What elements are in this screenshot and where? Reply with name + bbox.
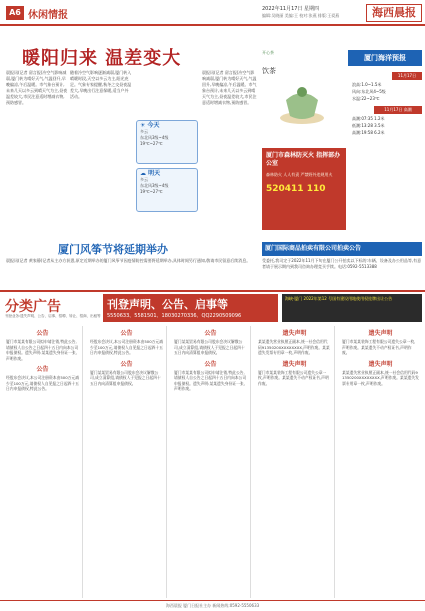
newspaper-logo: 海西晨报	[366, 4, 422, 22]
issue-date: 2022年11月17日 星期四	[262, 6, 320, 12]
classified-column: 遗失声明 厦门市某某装饰工程有限公司遗失公章一枚,声明作废。某某遗失不动产权证书,声明作废。 遗失声明 某某遗失营业执照正副本,统一社会信用代码91350200XXXXXXXX,声明作废。某某遗失发票专用章一枚,声明作废。	[342, 330, 419, 386]
fire-prevention-ad: 厦门市森林防灭火 指挥部办公室 森林防火 人人有责 严禁野外违规用火 520411 110	[262, 148, 346, 230]
forecast-line: 风向:东北风4~5级	[352, 89, 386, 94]
section-divider	[0, 290, 425, 292]
forecast-line: 水温:22~23℃	[352, 96, 380, 101]
weather-tomorrow: ☁ 明天 多云 东北风3级~4级 19℃~27℃	[136, 168, 198, 212]
auction-body: 受委托,我司定于2022年11月下旬在厦门公开拍卖以下标的:车辆、设备及办公用品等,有意者请于展示期内到我司咨询办理竞买手续。电话:0592-5513388	[262, 258, 422, 269]
classified-desc: 刊登业务:遗失声明、公告、启事、招聘、转让、招商、出租等	[5, 314, 101, 318]
page-number: A6	[6, 6, 24, 20]
classified-column: 公告 厦门市某某有限公司拟申请注销,特此公告,请债权人自公告之日起四十五日内向本公司申报债权。遗失声明:某某遗失身份证一张,声明作废。 公告 经股东会决议,本公司注册资本由500万元减少至100万元,请债权人自见报之日起四十五日内申报债权,特此公告。	[3, 326, 83, 598]
classified-title: 分类广告	[5, 299, 61, 315]
classified-column: 公告 厦门某某贸易有限公司股东会决议解散公司,成立清算组,请债权人于见报之日起四十五日内向清算组申报债权。 公告 厦门市某某有限公司拟申请注销,特此公告,请债权人自公告之日起四十五日内向本公司申报债权。遗失声明:某某遗失身份证一张,声明作废。	[171, 326, 251, 598]
ocean-forecast-header: 厦门海洋预报	[348, 50, 422, 66]
section-title: 休闲情报	[28, 10, 68, 21]
classified-column: 遗失声明 某某遗失营业执照正副本,统一社会信用代码91350200XXXXXXXX,声明作废。某某遗失发票专用章一枚,声明作废。 遗失声明 厦门市某某装饰工程有限公司遗失公章一枚,声明作废。某某遗失不动产权证书,声明作废。	[255, 326, 335, 598]
forecast-tide-date: 11月17日 高潮	[374, 106, 422, 114]
secondary-headline: 厦门风筝节将延期举办	[58, 243, 168, 256]
weather-today: ☀ 今天 多云 东北风3级~4级 19℃~27℃	[136, 120, 198, 164]
column-title: 饮茶	[262, 67, 276, 75]
sun-icon: ☀ 今天	[140, 122, 160, 129]
forecast-line: 高潮:19:58 6.2米	[352, 130, 385, 135]
article-column-3: 晨报讯(记者 留言报)冷空气影响减弱,厦门转为晴好天气,气温回升,早晚偏凉,午后温暖。市气象台预计,未来几天以多云到晴天气为主,昼夜温差较大,市民注意适时增减衣物,预防感冒。	[202, 70, 257, 105]
column-tag: 开心茶	[262, 50, 274, 55]
article-column-1: 晨报讯(记者 留言报)冷空气影响减弱,厦门转为晴好天气,气温回升,早晚偏凉,午后温暖。市气象台预计,未来几天以多云到晴天气为主,昼夜温差较大,市民注意适时增减衣物,预防感冒。	[6, 70, 68, 105]
main-headline: 暖阳归来 温差变大	[22, 48, 182, 69]
forecast-line: 浪高:1.0~1.5米	[352, 82, 382, 87]
forecast-line: 低潮:13:28 3.5米	[352, 123, 385, 128]
auction-header: 厦门国际商品拍卖有限公司拍卖公告	[262, 242, 422, 256]
forecast-date: 11月17日	[392, 72, 422, 80]
article-column-2: 随着冷空气影响逐渐减弱,厦门转入晴暖时段,天空以多云为主,阳光充足。气象专家提醒,秋冬之交昼夜温差大,早晚出行注意保暖,适当户外活动。	[70, 70, 132, 99]
cloud-icon: ☁ 明天	[140, 170, 161, 177]
classified-banner: 刊登声明、公告、启事等 5550633、5581501、18030270336、QQ2290509096	[103, 294, 278, 322]
page-footer: 海西晨报 厦门日报社主办 新闻热线:0592-5550633	[0, 600, 425, 611]
tea-illustration	[266, 78, 338, 130]
classified-column: 公告 经股东会决议,本公司注册资本由500万元减少至100万元,请债权人自见报之日起四十五日内申报债权,特此公告。 公告 厦门某某贸易有限公司股东会决议解散公司,成立清算组,请债权人于见报之日起四十五日内向清算组申报债权。	[87, 326, 167, 598]
land-auction-notice: 海峡·厦门 2022年第12 号国有建设用地使用权挂牌出让公告	[282, 294, 422, 322]
forecast-line: 高潮:07:35 1.2米	[352, 116, 385, 121]
editor-credits: 编辑:吴晓丽 美编:王 校对:张燕 排版:王爱燕	[262, 13, 340, 18]
kite-article: 晨报讯(记者 黄家静)记者从主办方获悉,原定近期举办的厦门风筝节因疫情防控需要将延期举办,具体时间另行通知,敬请市民留意后续消息。	[6, 258, 251, 263]
